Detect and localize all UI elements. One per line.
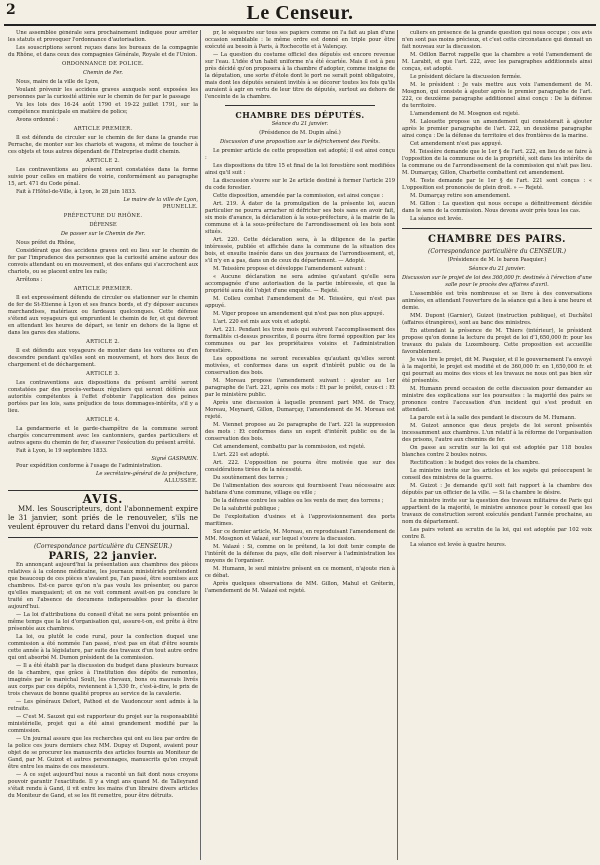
column-rule (397, 30, 398, 860)
paragraph: De la défense contre les sables ou les vents de mer, des torrens ; (213, 498, 384, 504)
paragraph: Art. 220. Cette déclaration sera, à la diligence de la partie intéressée, publiée et affichée dans la commune de la situation des bois, et ensuite insérée dans un des journaux de l'arrondissement, et, s'il n'y en a pas, dans un de ceux du département. — Adopté. (205, 237, 395, 264)
paragraph: M. Guizot : Je demande qu'il soit fait rapport à la chambre des députés par un officier de la ville. — Si la chambre le désire. (402, 483, 592, 496)
paragraph: De l'exploitation d'usines et à l'approvisionnement des ports maritimes. (205, 514, 395, 527)
paragraph: M. Dumarçay retire son amendement. (410, 193, 511, 199)
paragraph: Les contraventions au présent seront constatées dans la forme suivie pour celles en matière de voirie, conformément au paragraphe 15, art. 471 du Code pénal. (8, 167, 198, 187)
column-1 (8, 30, 198, 860)
masthead: Le Censeur. (246, 2, 354, 24)
paragraph: M. Odilon Barrot rappelle que la chambre a voté l'amendement de M. Larabit, et que l'art. 222, avec les paragraphes additionnels ainsi conçus, est adopté. (402, 52, 592, 72)
section-title: ORDONNANCE DE POLICE. (62, 61, 144, 67)
paragraph: M. Moreau propose l'amendement suivant : ajouter au 1er paragraphe de l'art. 221, après ces mots : Et par le préfet, ceux-ci : Et par le ministère public. (205, 378, 395, 398)
paragraph: Voulant prévenir les accidens graves auxquels sont exposées les personnes par la curiosité attirée sur le chemin de fer par le passage (8, 87, 198, 100)
paragraph: — La loi d'attributions du conseil d'état ne sera point présentée en même temps que la loi d'organisation qui, assure-t-on, est prête à être présentée aux chambres. (8, 612, 198, 632)
paragraph: Il est défendu aux voyageurs de monter dans les voitures ou d'en descendre pendant qu'elles sont en mouvement, et hors des lieux de chargement et de déchargement. (8, 348, 198, 368)
avis-title: AVIS. (82, 492, 124, 506)
column-2 (205, 30, 395, 860)
paragraph: M. Viennet propose au 2e paragraphe de l'art. 221 la suppression des mots : Et conformes dans un esprit d'intérêt public ou de la conservation des bois. (205, 422, 395, 442)
section-subtitle: Chemin de Fer. (83, 70, 123, 76)
paragraph: culiers en présence de la grande question qui nous occupe ; ces avis n'en sont pas moins précieux, et c'est cette circonstance qui donnait un fait nouveau sur la discussion. (402, 30, 592, 50)
paragraph: Le président déclare la discussion fermée. (410, 74, 522, 80)
paragraph: M. Teissière propose et développe l'amendement suivant : (213, 266, 367, 272)
divider (225, 105, 375, 106)
paragraph: Les souscriptions seront reçues dans les bureaux de la compagnie du Rhône, et dans ceux des compagnies Générale, Royale et de l'Union. (8, 45, 198, 58)
paragraph: De la salubrité publique ; (213, 506, 280, 512)
paragraph: — Un journal assure que les recherches qui ont eu lieu par ordre de la police ces jours derniers chez MM. Dupuy et Dupont, avaient pour objet de se procurer les manuscrits des articles fournis au Moniteur de Gand, par M. Guizot et autres personnages, manuscrits qu'on croyait être entre les mains de ces messieurs. (8, 736, 198, 770)
paragraph: Il est expressément défendu de circuler ou stationner sur le chemin de fer de St-Etienne à Lyon et ses francs bords, et d'y déposer aucunes marchandises, matériaux ou fardeaux quelconques. Cette défense s'étend aux voyageurs qui empruntent le chemin de fer, et qui devront en attendant les heures de départ, se tenir en dehors de la ligne et dans les gares des stations. (8, 295, 198, 336)
paragraph: — La question du costume officiel des députés est encore revenue sur l'eau. L'idée d'un habit uniforme n'a été écartée. Mais il est à peu près décidé qu'on proposera à la chambre d'adopter, comme insigne de la députation, une sorte d'étole dont le port ne serait point obligatoire, mais dont les députés seraient invités à se décorer toutes les fois qu'ils auraient à agir en vertu de leur titre de députés, surtout au dehors de l'enceinte de la chambre. (205, 52, 395, 100)
paragraph: Après une discussion à laquelle prennent part MM. de Tracy, Moreau, Meynard, Gillon, Dumarçay, l'amendement de M. Moreau est rejeté. (205, 400, 395, 420)
session-date: Séance du 21 janvier. (271, 121, 329, 127)
date-place: Fait à l'Hôtel-de-Ville, à Lyon, le 28 juin 1833. (16, 189, 137, 195)
presidency: (Présidence de M. Dupin aîné.) (259, 130, 341, 136)
paragraph: Rectification : le budget des voies de la chambre. (410, 460, 540, 466)
section-headline: De passer sur le Chemin de Fer. (60, 231, 146, 237)
presidency: (Présidence de M. le baron Pasquier.) (447, 257, 547, 263)
section-title: PRÉFECTURE DU RHÔNE. (63, 213, 143, 219)
paragraph: Art. 222. L'opposition ne pourra être motivée que sur des considérations tirées de la nécessité. (205, 460, 395, 473)
paragraph: Les dispositions du titre 15 et final de la loi forestière sont modifiées ainsi qu'il suit : (205, 163, 395, 176)
paragraph: L'amendement de M. Mosgnon est rejeté. (410, 111, 520, 117)
discussion-topic: Discussion sur le projet de loi des 360,000 fr. destinés à l'érection d'une salle pour le procès des affaires d'avril. (402, 275, 592, 288)
correspondence-note: (Correspondance particulière du CENSEUR.) (427, 248, 567, 255)
paragraph: Les oppositions ne seront recevables qu'autant qu'elles seront motivées, et conformes dans un esprit d'intérêt public ou de la conservation des bois. (205, 356, 395, 376)
paragraph: De l'alimentation des sources qui fournissent l'eau nécessaire aux habitans d'une commune, village ou ville ; (205, 483, 395, 496)
session-date: Séance du 21 janvier. (468, 266, 526, 272)
paragraph: — C'est M. Sauzet qui est rapporteur du projet sur la responsabilité ministérielle, projet qui a été ainsi grandement modifié par la commission. (8, 714, 198, 734)
paragraph: En attendant la présence de M. Thiers (intérieur), le président propose qu'on donne la lecture du projet de loi d'1,650,000 fr. pour les travaux du palais du Luxembourg. Cette proposition est accueillie favorablement. (402, 328, 592, 355)
article-title: ARTICLE 4. (86, 417, 120, 423)
paragraph: Vu les lois des 16-24 août 1790 et 19-22 juillet 1791, sur la compétence municipale en matière de police; (8, 102, 198, 115)
paragraph: M. Gillon : La question qui nous occupe a définitivement décidée dans le sens de la commission. Nous devons avoir près tous les cas. (402, 201, 592, 214)
paragraph: Considérant que des accidens graves ont eu lieu sur le chemin de fer par l'imprudence des personnes que la curiosité amène autour des convois attendant ou en mouvement, et des enfans qui s'accrochent aux chariots, ou se placent entre les rails; (8, 248, 198, 275)
paragraph: — A ce sujet aujourd'hui nous a raconté un fait dont nous croyons pouvoir garantir l'exactitude. Il y a vingt ans quand M. de Talleyrand s'était rendu à Gand, il vit entre les mains d'un libraire divers articles du Moniteur de Gand, et se les fit remettre, pour être détruits. (8, 772, 198, 799)
date-place: Fait à Lyon, le 19 septembre 1833. (16, 448, 108, 454)
section-subtitle: DÉFENSE (89, 222, 117, 228)
paragraph: La gendarmerie et le garde-champêtre de la commune seront chargés concurremment avec les cantonniers, gardes particuliers et autres agens du chemin de fer, d'assurer l'exécution du présent arrêté. (8, 426, 198, 446)
signature-name: Signé GASPARIN. (151, 456, 198, 462)
paragraph: M. Valazé : Si, comme on le prétend, la loi doit tenir compte de l'intérêt de la défense du pays, elle doit réserver à l'administration les moyens de l'organiser. (205, 544, 395, 564)
divider (8, 490, 198, 491)
paragraph: — Il a été établi par la discussion du budget dans plusieurs bureaux de la chambre, que grâce à l'institution des dépôts de remontes, imaginés par le maréchal Soult, les chevaux, bons ou mauvais livrés aux corps par ces dépôts, reviennent à 1,530 fr., c'est-à-dire, le prix de trois chevaux de bonne qualité propres au service de la cavalerie. (8, 663, 198, 697)
article-title: ARTICLE PREMIER. (73, 126, 133, 132)
paragraph: Le premier article de cette proposition est adopté; il est ainsi conçu : (205, 148, 395, 161)
paragraph: M. Teste demande par le 1er § de l'art. 221 sont conçus : « L'opposition est prononcée de plein droit. » — Rejeté. (402, 178, 592, 191)
signature-title: Le secrétaire-général de la préfecture, (95, 471, 198, 477)
paragraph: Nous préfet du Rhône, (16, 240, 76, 246)
paragraph: Cet amendement, combattu par la commission, est rejeté. (213, 444, 366, 450)
paragraph: M. Viger propose un amendement qui n'est pas non plus appuyé. (213, 311, 385, 317)
paragraph: M. Colleu combat l'amendement de M. Teissière, qui n'est pas appuyé. (205, 296, 395, 309)
section-heading: CHAMBRE DES DÉPUTÉS. (235, 110, 365, 120)
signature-name: PRUNELLE. (162, 204, 198, 210)
column-rule (200, 30, 201, 860)
paragraph: L'art. 221 est adopté. (213, 452, 270, 458)
paragraph: pr, le séquestre sur tous ses papiers comme on l'a fait au plan d'une occasion semblable : le même ordre est donné en triple pour être exécuté au besoin à Paris, à Rochecotte et à Valençay. (205, 30, 395, 50)
paragraph: M. Guizot annonce que deux projets de loi seront présentés incessamment aux chambres. L'un relatif à la réforme de l'organisation des prisons, l'autre aux chemins de fer. (402, 423, 592, 443)
paragraph: Les pairs votent au scrutin de la loi, qui est adoptée par 102 voix contre 8. (402, 527, 592, 540)
paragraph: MM. Dupont (Garnier), Guizot (instruction publique), et Duchâtel (affaires étrangères), sont au banc des ministres. (402, 313, 592, 326)
paris-dateline: PARIS, 22 janvier. (48, 551, 158, 562)
paragraph: La loi, ou plutôt le code rural, pour la confection duquel une commission a été nommée l'an passé, n'est pas en état d'être soumis cette année à la législature, par suite des travaux d'un tout autre ordre qui ont absorbé M. Dumon président de la commission. (8, 634, 198, 661)
paragraph: Sur ce dernier article, M. Moreau, en reproduisant l'amendement de MM. Mosgnon et Valazé, sur lequel s'ouvre la discussion. (205, 529, 395, 542)
paragraph: Cet amendement n'est pas appuyé. (410, 141, 503, 147)
section-heading: CHAMBRE DES PAIRS. (428, 234, 566, 245)
paragraph: Le ministre invite sur la question des travaux militaires de Paris qui appartient de la majorité, le ministre annonce pour le conseil que les travaux de construction seront exécutés pendant l'année prochaine, au nom du département. (402, 498, 592, 525)
paragraph: « Aucune déclaration ne sera admise qu'autant qu'elle sera accompagnée d'une autorisation de la partie intéressée, et que la propriété aura été l'objet d'une enquête. — Rejeté. (205, 274, 395, 294)
paragraph: Arrêtons : (16, 277, 43, 283)
paragraph: Après quelques observations de MM. Gillon, Mahul et Gréterin, l'amendement de M. Valazé est rejeté. (205, 581, 395, 594)
paragraph: La discussion s'ouvre sur le 2e article destiné à former l'article 219 du code forestier. (205, 178, 395, 191)
header-rule (4, 24, 596, 26)
paragraph: Je vais lire le projet, dit M. Pasquier, et il le gouvernement l'a envoyé à la majorité, le projet est modifié et de 360,000 fr. en 1,650,000 fr. et qui pourrait au moins des vices et les travaux ne nous ont pas bien sûr été présentés. (402, 357, 592, 384)
paragraph: Le ministre invite sur les articles et les sujets qui préoccupent le conseil des ministres de la guerre. (402, 468, 592, 481)
paragraph: Pour expédition conforme à l'usage de l'administration. (16, 463, 162, 469)
paragraph: Il est défendu de circuler sur le chemin de fer dans la grande rue Perrache, de monter sur les chariots et wagons, et même de toucher à ces objets et tous autres dépendant de l'Entreprise dudit chemin. (8, 135, 198, 155)
paragraph: La parole est à la salle des pendant le discours de M. Humann. (410, 415, 576, 421)
paragraph: Cette disposition, amendée par la commission, est ainsi conçue : (213, 193, 384, 199)
paragraph: Avons ordonné : (16, 117, 59, 123)
paragraph: La séance est levée. (410, 216, 463, 222)
paragraph: Du soutènement des terres ; (213, 475, 288, 481)
discussion-topic: Discussion d'une proposition sur le défrichement des Forêts. (220, 139, 380, 145)
page-header (0, 0, 600, 22)
paragraph: M. Lalouette propose un amendement qui consisterait à ajouter après le premier paragraphe de l'art. 222, un deuxième paragraphe ainsi conçu : De la défense du territoire et des frontières de la marine. (402, 119, 592, 139)
article-title: ARTICLE PREMIER. (73, 286, 133, 292)
paragraph: Les contraventions aux dispositions du présent arrêté seront constatées par des procès-verbaux réguliers qui seront déférés aux autorités compétentes à l'effet d'obtenir l'application des peines portées par les lois, sans préjudice de tous dommages-intérêts, s'il y a lieu. (8, 380, 198, 414)
divider (8, 537, 198, 538)
paragraph: L'art. 220 est mis aux voix et adopté. (213, 319, 311, 325)
signature-title: Le maire de la ville de Lyon, (123, 197, 198, 203)
paragraph: Nous, maire de la ville de Lyon, (16, 79, 100, 85)
paragraph: — Les généraux Delort, Pathod et de Vaudoncour sont admis à la retraite. (8, 699, 198, 712)
article-title: ARTICLE 3. (86, 371, 120, 377)
page-number: 2 (6, 2, 16, 18)
article-title: ARTICLE 2. (86, 158, 120, 164)
paragraph: Art. 221. Pendant les trois mois qui suivront l'accomplissement des formalités ci-dessus prescrites, il pourra être formé opposition par les communes ou par les propriétaires voisins et l'administration forestière. (205, 327, 395, 354)
paragraph: M. Teissière demande que le 1er § de l'art. 222, en lieu de se faire à l'opposition de la commune ou de la propriété, soit dans les intérêts de la commune ou de l'arrondissement de la commission qui n'ait pas lieu. M. Dumarçay, Gillon, Charbette combattent cet amendement. (402, 149, 592, 176)
paragraph: Art. 219. À dater de la promulgation de la présente loi, aucun particulier ne pourra arracher ni défricher ses bois sans en avoir fait, six mois d'avance, la déclaration à la sous-préfecture, à la mairie de la commune et à la sous-préfecture de l'arrondissement où les bois sont situés. (205, 201, 395, 235)
paragraph: La séance est levée à quatre heures. (410, 542, 507, 548)
paragraph: M. le président : Je vais mettre aux voix l'amendement de M. Mosgnon, qui consiste à ajouter après le premier paragraphe de l'art. 222, ce deuxième paragraphe additionnel ainsi conçu : De la défense du territoire. (402, 82, 592, 109)
article-title: ARTICLE 2. (86, 339, 120, 345)
paragraph: En annonçant aujourd'hui la présentation aux chambres des pièces relatives à la colonne médicaine, les journaux ministériels prétendent que beaucoup de ces pièces n'avaient pu, l'an passé, être soumises aux chambres. Est-ce parce qu'on n'a pas voulu les présenter, ou parce qu'elles manquaient; et on ne voit comment avait-on pu conclure le traité en l'absence de documens indispensables pour la discuter aujourd'hui. (8, 562, 198, 610)
column-3 (402, 30, 592, 860)
signature-name: ALLUSSEE. (164, 478, 198, 484)
paragraph: M. Humann, le seul ministre présent en ce moment, n'ajoute rien à ce débat. (205, 566, 395, 579)
paragraph: M. Humann prend occasion de cette discussion pour demander au ministre des explications sur les poursuites : la majorité des pairs se prononce contre l'accusation d'un incident qui s'est produit en attendant. (402, 386, 592, 413)
avis-body: MM. les Souscripteurs, dont l'abonnement expire le 31 janvier, sont priés de le renouveler, s'ils ne veulent éprouver du retard dans l'envoi du journal. (8, 505, 198, 531)
divider (402, 228, 592, 229)
paragraph: Une assemblée générale sera prochainement indiquée pour arrêter les statuts et provoquer l'ordonnance d'autorisation. (8, 30, 198, 43)
correspondence-note: (Correspondance particulière du CENSEUR.) (33, 543, 173, 550)
paragraph: On passe au scrutin sur la loi qui est adoptée par 118 boules blanches contre 2 boules noires. (402, 445, 592, 458)
paragraph: L'assemblée est très nombreuse et se livre à des conversations animées, en attendant l'ouverture de la séance qui a lieu à une heure et demie. (402, 291, 592, 311)
